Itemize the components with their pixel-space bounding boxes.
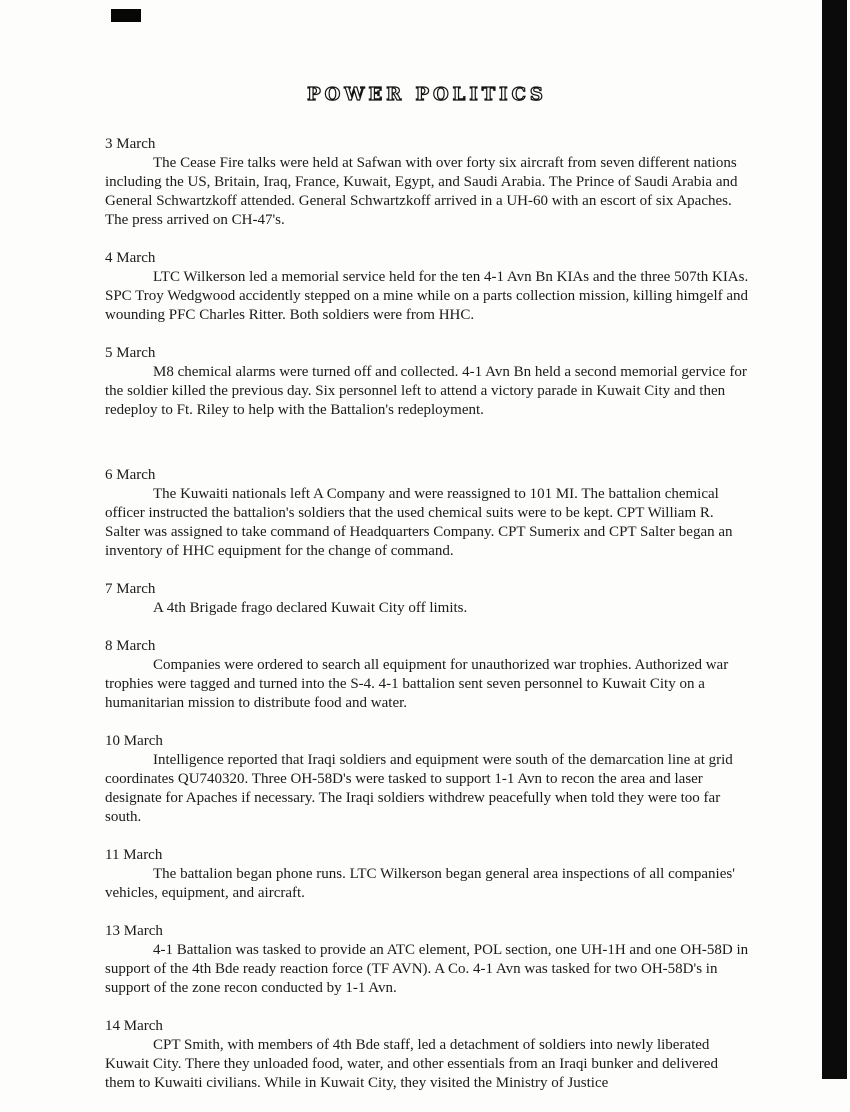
entry-date: 4 March (105, 250, 156, 266)
entry-date: 10 March (105, 733, 163, 749)
entry-date: 8 March (105, 638, 156, 654)
journal-entry (105, 637, 749, 713)
scan-artifact-mark (111, 9, 141, 22)
journal-entry (105, 466, 749, 561)
entry-text: 4-1 Battalion was tasked to provide an ATC element, POL section, one UH-1H and one OH-58D in support of the 4th Bde ready reaction force (TF AVN). A Co. 4-1 Avn was tasked for two OH-58D's in support of the zone recon conducted by 1-1 Avn. (105, 942, 749, 996)
entry-date: 7 March (105, 581, 156, 597)
entry-date: 5 March (105, 345, 156, 361)
journal-entry (105, 846, 749, 903)
entry-text: M8 chemical alarms were turned off and collected. 4-1 Avn Bn held a second memorial gervice for the soldier killed the previous day. Six personnel left to attend a victory parade in Kuwait City and then redeploy to Ft. Riley to help with the Battalion's redeployment. (105, 364, 747, 418)
entry-text: A 4th Brigade frago declared Kuwait City off limits. (153, 600, 468, 616)
journal-entry (105, 922, 749, 998)
journal-entry (105, 580, 749, 618)
entries (105, 135, 749, 1093)
entry-text: The Cease Fire talks were held at Safwan with over forty six aircraft from seven different nations including the US, Britain, Iraq, France, Kuwait, Egypt, and Saudi Arabia. The Prince of Saudi Arabia and General Schwartzkoff attended. General Schwartzkoff arrived in a UH-60 with an escort of six Apaches. The press arrived on CH-47's. (105, 155, 738, 228)
journal-entry (105, 135, 749, 230)
entry-text: Intelligence reported that Iraqi soldiers and equipment were south of the demarcation line at grid coordinates QU740320. Three OH-58D's were tasked to support 1-1 Avn to recon the area and laser designate for Apaches if necessary. The Iraqi soldiers withdrew peacefully when told they were too far south. (105, 752, 733, 825)
journal-entry (105, 1017, 749, 1093)
journal-entry (105, 344, 749, 420)
entry-text: CPT Smith, with members of 4th Bde staff, led a detachment of soldiers into newly liberated Kuwait City. There they unloaded food, water, and other essentials from an Iraqi bunker and delivered them to Kuwaiti civilians. While in Kuwait City, they visited the Ministry of Justice (105, 1037, 718, 1091)
entry-text: LTC Wilkerson led a memorial service held for the ten 4-1 Avn Bn KIAs and the three 507th KIAs. SPC Troy Wedgwood accidently stepped on a mine while on a parts collection mission, killing himgelf and wounding PFC Charles Ritter. Both soldiers were from HHC. (105, 269, 749, 323)
entry-date: 3 March (105, 136, 156, 152)
entry-text: The Kuwaiti nationals left A Company and were reassigned to 101 MI. The battalion chemical officer instructed the battalion's soldiers that the used chemical suits were to be kept. CPT William R. Salter was assigned to take command of Headquarters Company. CPT Sumerix and CPT Salter began an inventory of HHC equipment for the change of command. (105, 486, 733, 559)
entry-date: 14 March (105, 1018, 163, 1034)
journal-entry (105, 732, 749, 827)
entry-text: Companies were ordered to search all equipment for unauthorized war trophies. Authorized war trophies were tagged and turned into the S-4. 4-1 battalion sent seven personnel to Kuwait City on a humanitarian mission to distribute food and water. (105, 657, 729, 711)
entry-date: 6 March (105, 467, 156, 483)
page-title: POWER POLITICS (307, 84, 547, 105)
entry-text: The battalion began phone runs. LTC Wilkerson began general area inspections of all companies' vehicles, equipment, and aircraft. (105, 866, 735, 901)
scan-edge-bar (822, 0, 847, 1079)
entry-date: 13 March (105, 923, 163, 939)
document-page (105, 84, 749, 1112)
entry-date: 11 March (105, 847, 163, 863)
journal-entry (105, 249, 749, 325)
